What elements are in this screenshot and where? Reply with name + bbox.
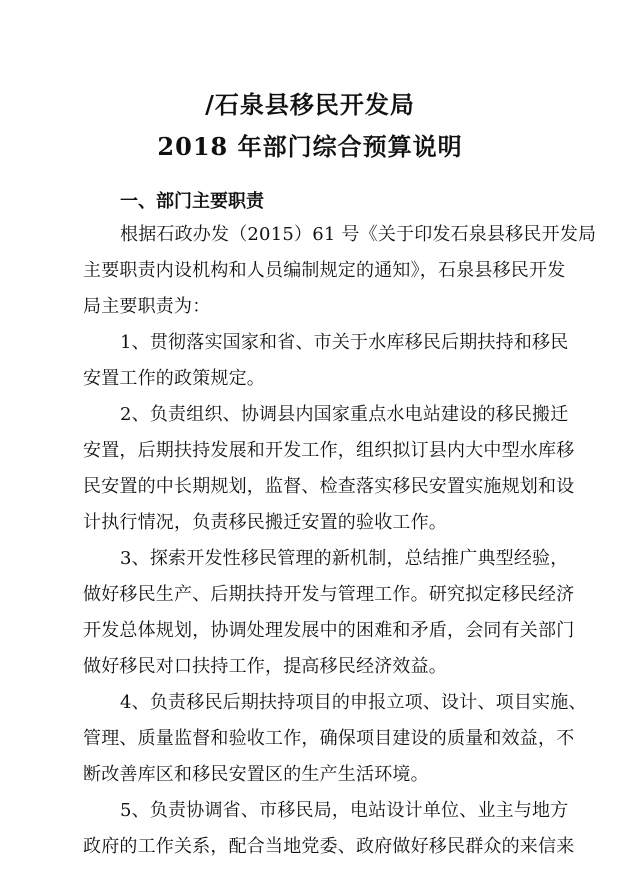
paragraph-line: 5、负责协调省、市移民局，电站设计单位、业主与地方	[120, 800, 569, 821]
paragraph-line: 计执行情况，负责移民搬迁安置的验收工作。	[83, 512, 447, 533]
paragraph-line: 1、贯彻落实国家和省、市关于水库移民后期扶持和移民	[120, 332, 569, 353]
paragraph-line: 民安置的中长期规划，监督、检查落实移民安置实施规划和设	[83, 476, 575, 497]
paragraph-line: 安置，后期扶持发展和开发工作，组织拟订县内大中型水库移	[83, 440, 575, 461]
paragraph-line: 主要职责内设机构和人员编制规定的通知》，石泉县移民开发	[83, 260, 566, 281]
paragraph-line: 根据石政办发（2015）61 号《关于印发石泉县移民开发局	[120, 224, 597, 245]
paragraph-line: 政府的工作关系，配合当地党委、政府做好移民群众的来信来	[83, 836, 575, 857]
paragraph-line: 2、负责组织、协调县内国家重点水电站建设的移民搬迁	[120, 404, 569, 425]
section-heading-main-duties: 一、部门主要职责	[120, 191, 264, 212]
paragraph-line: 开发总体规划，协调处理发展中的困难和矛盾，会同有关部门	[83, 620, 575, 641]
document-title-line-2: 2018 年部门综合预算说明	[157, 132, 463, 161]
document-title-line-1: /石泉县移民开发局	[205, 90, 415, 119]
paragraph-line: 管理、质量监督和验收工作，确保项目建设的质量和效益，不	[83, 728, 575, 749]
paragraph-line: 做好移民生产、后期扶持开发与管理工作。研究拟定移民经济	[83, 584, 575, 605]
paragraph-line: 3、探索开发性移民管理的新机制，总结推广典型经验，	[120, 548, 569, 569]
paragraph-line: 安置工作的政策规定。	[83, 368, 265, 389]
paragraph-line: 做好移民对口扶持工作，提高移民经济效益。	[83, 656, 447, 677]
paragraph-line: 局主要职责为：	[83, 296, 211, 317]
paragraph-line: 4、负责移民后期扶持项目的申报立项、设计、项目实施、	[120, 692, 587, 713]
paragraph-line: 断改善库区和移民安置区的生产生活环境。	[83, 764, 429, 785]
